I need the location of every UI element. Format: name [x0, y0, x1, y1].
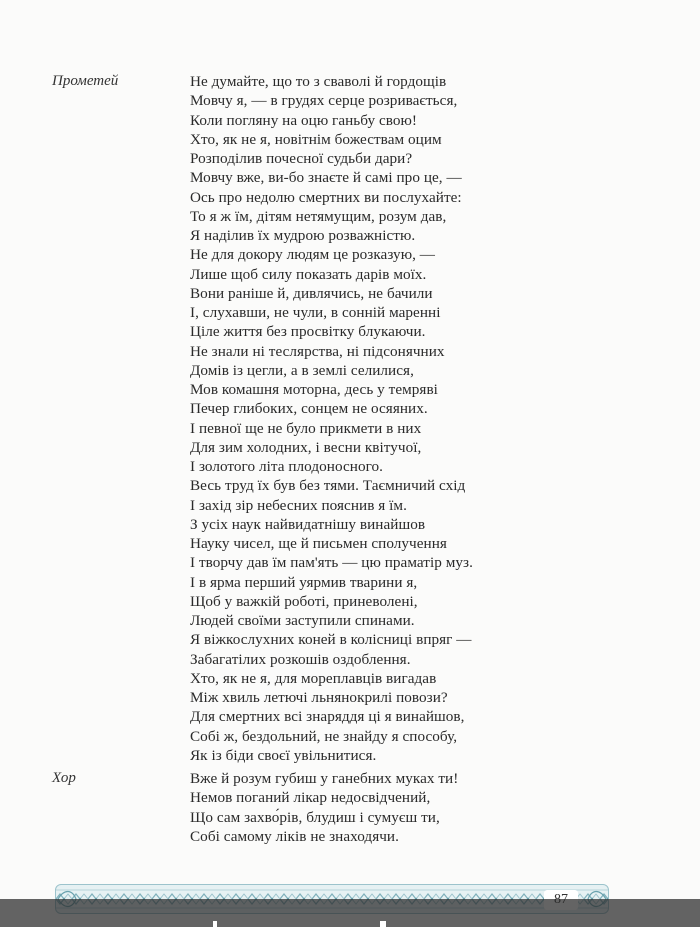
verse-line: Мов комашня моторна, десь у темряві	[190, 381, 438, 398]
verse-line: Печер глибоких, сонцем не осяяних.	[190, 400, 428, 418]
verse-lines	[190, 769, 680, 846]
speaker-name: Прометей	[52, 73, 119, 89]
scan-mark-left	[213, 921, 217, 927]
verse-line: Коли погляну на оцю ганьбу свою!	[190, 111, 418, 129]
verse-line: Науку чисел, ще й письмен сполучення	[190, 535, 447, 552]
speaker-name: Хор	[52, 770, 76, 786]
verse-line: Ось про недолю смертних ви послухайте:	[190, 188, 462, 206]
verse-line: Немов поганий лікар недосвідчений,	[190, 789, 431, 807]
verse-line: Між хвиль летючі льнянокрилі повози?	[190, 689, 448, 706]
scan-mark-right	[380, 921, 386, 927]
verse-line: І, слухавши, не чули, в сонній маренні	[190, 304, 441, 321]
verse-line: Що сам захво́рів, блудиш і сумуєш ти,	[190, 808, 440, 826]
verse-line: Людей своїми заступили спинами.	[190, 612, 415, 629]
verse-line: Як із біди своєї увільнитися.	[190, 746, 377, 764]
verse-line: То я ж їм, дітям нетямущим, розум дав,	[190, 207, 447, 225]
verse-line: Не знали ні теслярства, ні підсонячних	[190, 342, 445, 360]
verse-line: Для смертних всі знаряддя ці я винайшов,	[190, 708, 465, 726]
verse-line: І певної ще не було прикмети в них	[190, 419, 422, 437]
verse-line: Собі самому ліків не знаходячи.	[190, 827, 399, 845]
verse-line: Вони раніше й, дивлячись, не бачили	[190, 284, 433, 302]
scan-bottom-strip	[0, 899, 700, 927]
verse-line: Домів із цегли, а в землі селилися,	[190, 361, 414, 379]
verse-line: Мовчу вже, ви-бо знаєте й самі про це, —	[190, 169, 462, 187]
verse-line: Для зим холодних, і весни квітучої,	[190, 438, 422, 456]
verse-line: Забагатілих розкошів оздоблення.	[190, 650, 411, 668]
verse-line: Лише щоб силу показать дарів моїх.	[190, 265, 427, 283]
verse-line: Не думайте, що то з сваволі й гордощів	[190, 73, 447, 90]
verse-line: Весь труд їх був без тями. Таємничий схід	[190, 477, 466, 495]
verse-line: І творчу дав їм пам'ять — цю праматір муз.	[190, 554, 473, 572]
verse-line: І золотого літа плодоносного.	[190, 458, 383, 475]
verse-line: Хто, як не я, новітнім божествам оцим	[190, 130, 442, 148]
verse-line: Мовчу я, — в грудях серце розривається,	[190, 92, 458, 110]
verse-line: Хто, як не я, для мореплавців вигадав	[190, 669, 437, 687]
verse-line: Вже й розум губиш у ганебних муках ти!	[190, 770, 459, 787]
verse-line: Щоб у важкій роботі, приневолені,	[190, 592, 418, 610]
verse-line: І захід зір небесних пояснив я їм.	[190, 496, 407, 514]
verse-line: Розподілив почесної судьби дари?	[190, 150, 413, 167]
verse-line: Не для докору людям це розказую, —	[190, 246, 436, 264]
verse-lines	[190, 72, 680, 765]
verse-line: І в ярма перший уярмив тварини я,	[190, 573, 418, 591]
verse-line: З усіх наук найвидатнішу винайшов	[190, 515, 426, 533]
verse-line: Я наділив їх мудрою розважністю.	[190, 227, 416, 244]
verse-line: Я віжкослухних коней в колісниці впряг —	[190, 631, 472, 649]
verse-line: Ціле життя без просвітку блукаючи.	[190, 323, 426, 341]
verse-line: Собі ж, бездольний, не знайду я способу,	[190, 727, 458, 745]
